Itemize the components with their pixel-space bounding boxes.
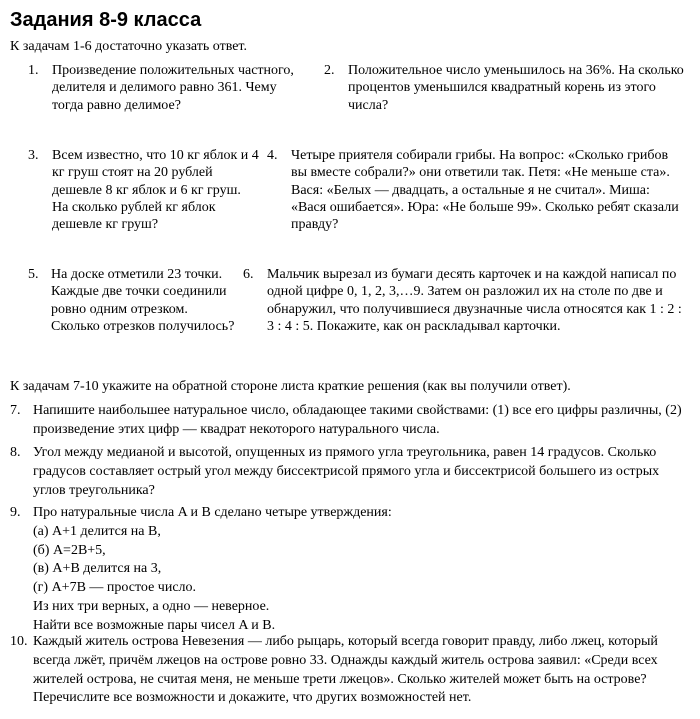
task-text: Произведение положительных частного, делителя и делимого равно 361. Чему тогда равно делимое? [52, 63, 294, 113]
task-number: 6. [243, 267, 254, 282]
statement-question: Найти все возможные пары чисел A и B. [33, 617, 276, 633]
task-number: 8. [10, 445, 21, 460]
intro-tasks-1-6: К задачам 1-6 достаточно указать ответ. [10, 39, 247, 54]
intro-tasks-7-10: К задачам 7-10 укажите на обратной стороне листа краткие решения (как вы получили ответ). [10, 379, 571, 394]
task-number: 7. [10, 403, 21, 418]
task-5 [28, 266, 240, 335]
task-number: 4. [267, 148, 278, 163]
task-text: Четыре приятеля собирали грибы. На вопрос: «Сколько грибов вы вместе собрали?» они ответили так. Петя: «Не меньше ста». Вася: «Белых — двадцать, а остальные я не считал». Миша: «Вася ошибается». Юра: «Не больше 99». Сколько ребят сказали правду? [291, 148, 679, 233]
task-text: Мальчик вырезал из бумаги десять карточек и на каждой написал по одной цифре 0, 1, 2, 3,…9. Затем он разложил их на столе по две и обнаружил, что получившиеся двузначные числа относятся как 1 : 2 : 3 : 4 : 5. Покажите, как он раскладывал карточки. [267, 267, 682, 334]
task-number: 9. [10, 505, 21, 520]
task-number: 2. [324, 63, 335, 78]
task-text: Положительное число уменьшилось на 36%. На сколько процентов уменьшился квадратный корень из этого числа? [348, 63, 684, 113]
statement-note: Из них три верных, а одно — неверное. [33, 598, 270, 614]
task-number: 3. [28, 148, 39, 163]
page-title: Задания 8-9 класса [10, 9, 202, 31]
task-8 [10, 444, 682, 500]
statement-b: (б) A=2B+5, [33, 542, 106, 558]
task-text: Каждый житель острова Невезения — либо рыцарь, который всегда говорит правду, либо лжец, который всегда лжёт, причём лжецов на острове ровно 33. Однажды каждый житель острова заявил: «Среди всех жителей острова, не считая меня, не меньше трети лжецов». Сколько жителей может быть на острове? Перечислите все возможности и докажите, что других возможностей нет. [33, 634, 658, 706]
task-7 [10, 402, 682, 440]
task-2 [324, 62, 686, 114]
task-number: 10. [10, 634, 28, 649]
task-10 [10, 633, 690, 708]
statement-c: (в) A+B делится на 3, [33, 561, 162, 577]
task-1 [28, 62, 298, 114]
task-text: Напишите наибольшее натуральное число, обладающее такими свойствами: (1) все его цифры различны, (2) произведение этих цифр — квадрат некоторого натурального числа. [33, 403, 682, 437]
task-4 [267, 147, 683, 233]
task-number: 1. [28, 63, 39, 78]
task-body [33, 504, 682, 636]
task-number: 5. [28, 267, 39, 282]
task-text: Всем известно, что 10 кг яблок и 4 кг груш стоят на 20 рублей дешевле 8 кг яблок и 6 кг груш. На сколько рублей кг яблок дешевле кг груш? [52, 148, 259, 233]
task-text: На доске отметили 23 точки. Каждые две точки соединили ровно одним отрезком. Сколько отрезков получилось? [51, 267, 235, 334]
task-6 [243, 266, 690, 335]
task-text: Угол между медианой и высотой, опущенных из прямого угла треугольника, равен 14 градусов. Сколько градусов составляет острый угол между биссектрисой прямого угла и биссектрисой большего из острых углов треугольника? [33, 445, 660, 498]
statement-a: (а) A+1 делится на B, [33, 523, 161, 539]
statement-d: (г) A+7B — простое число. [33, 580, 197, 596]
task-text: Про натуральные числа A и B сделано четыре утверждения: [33, 505, 392, 520]
task-3 [28, 147, 260, 233]
task-9 [10, 504, 682, 636]
